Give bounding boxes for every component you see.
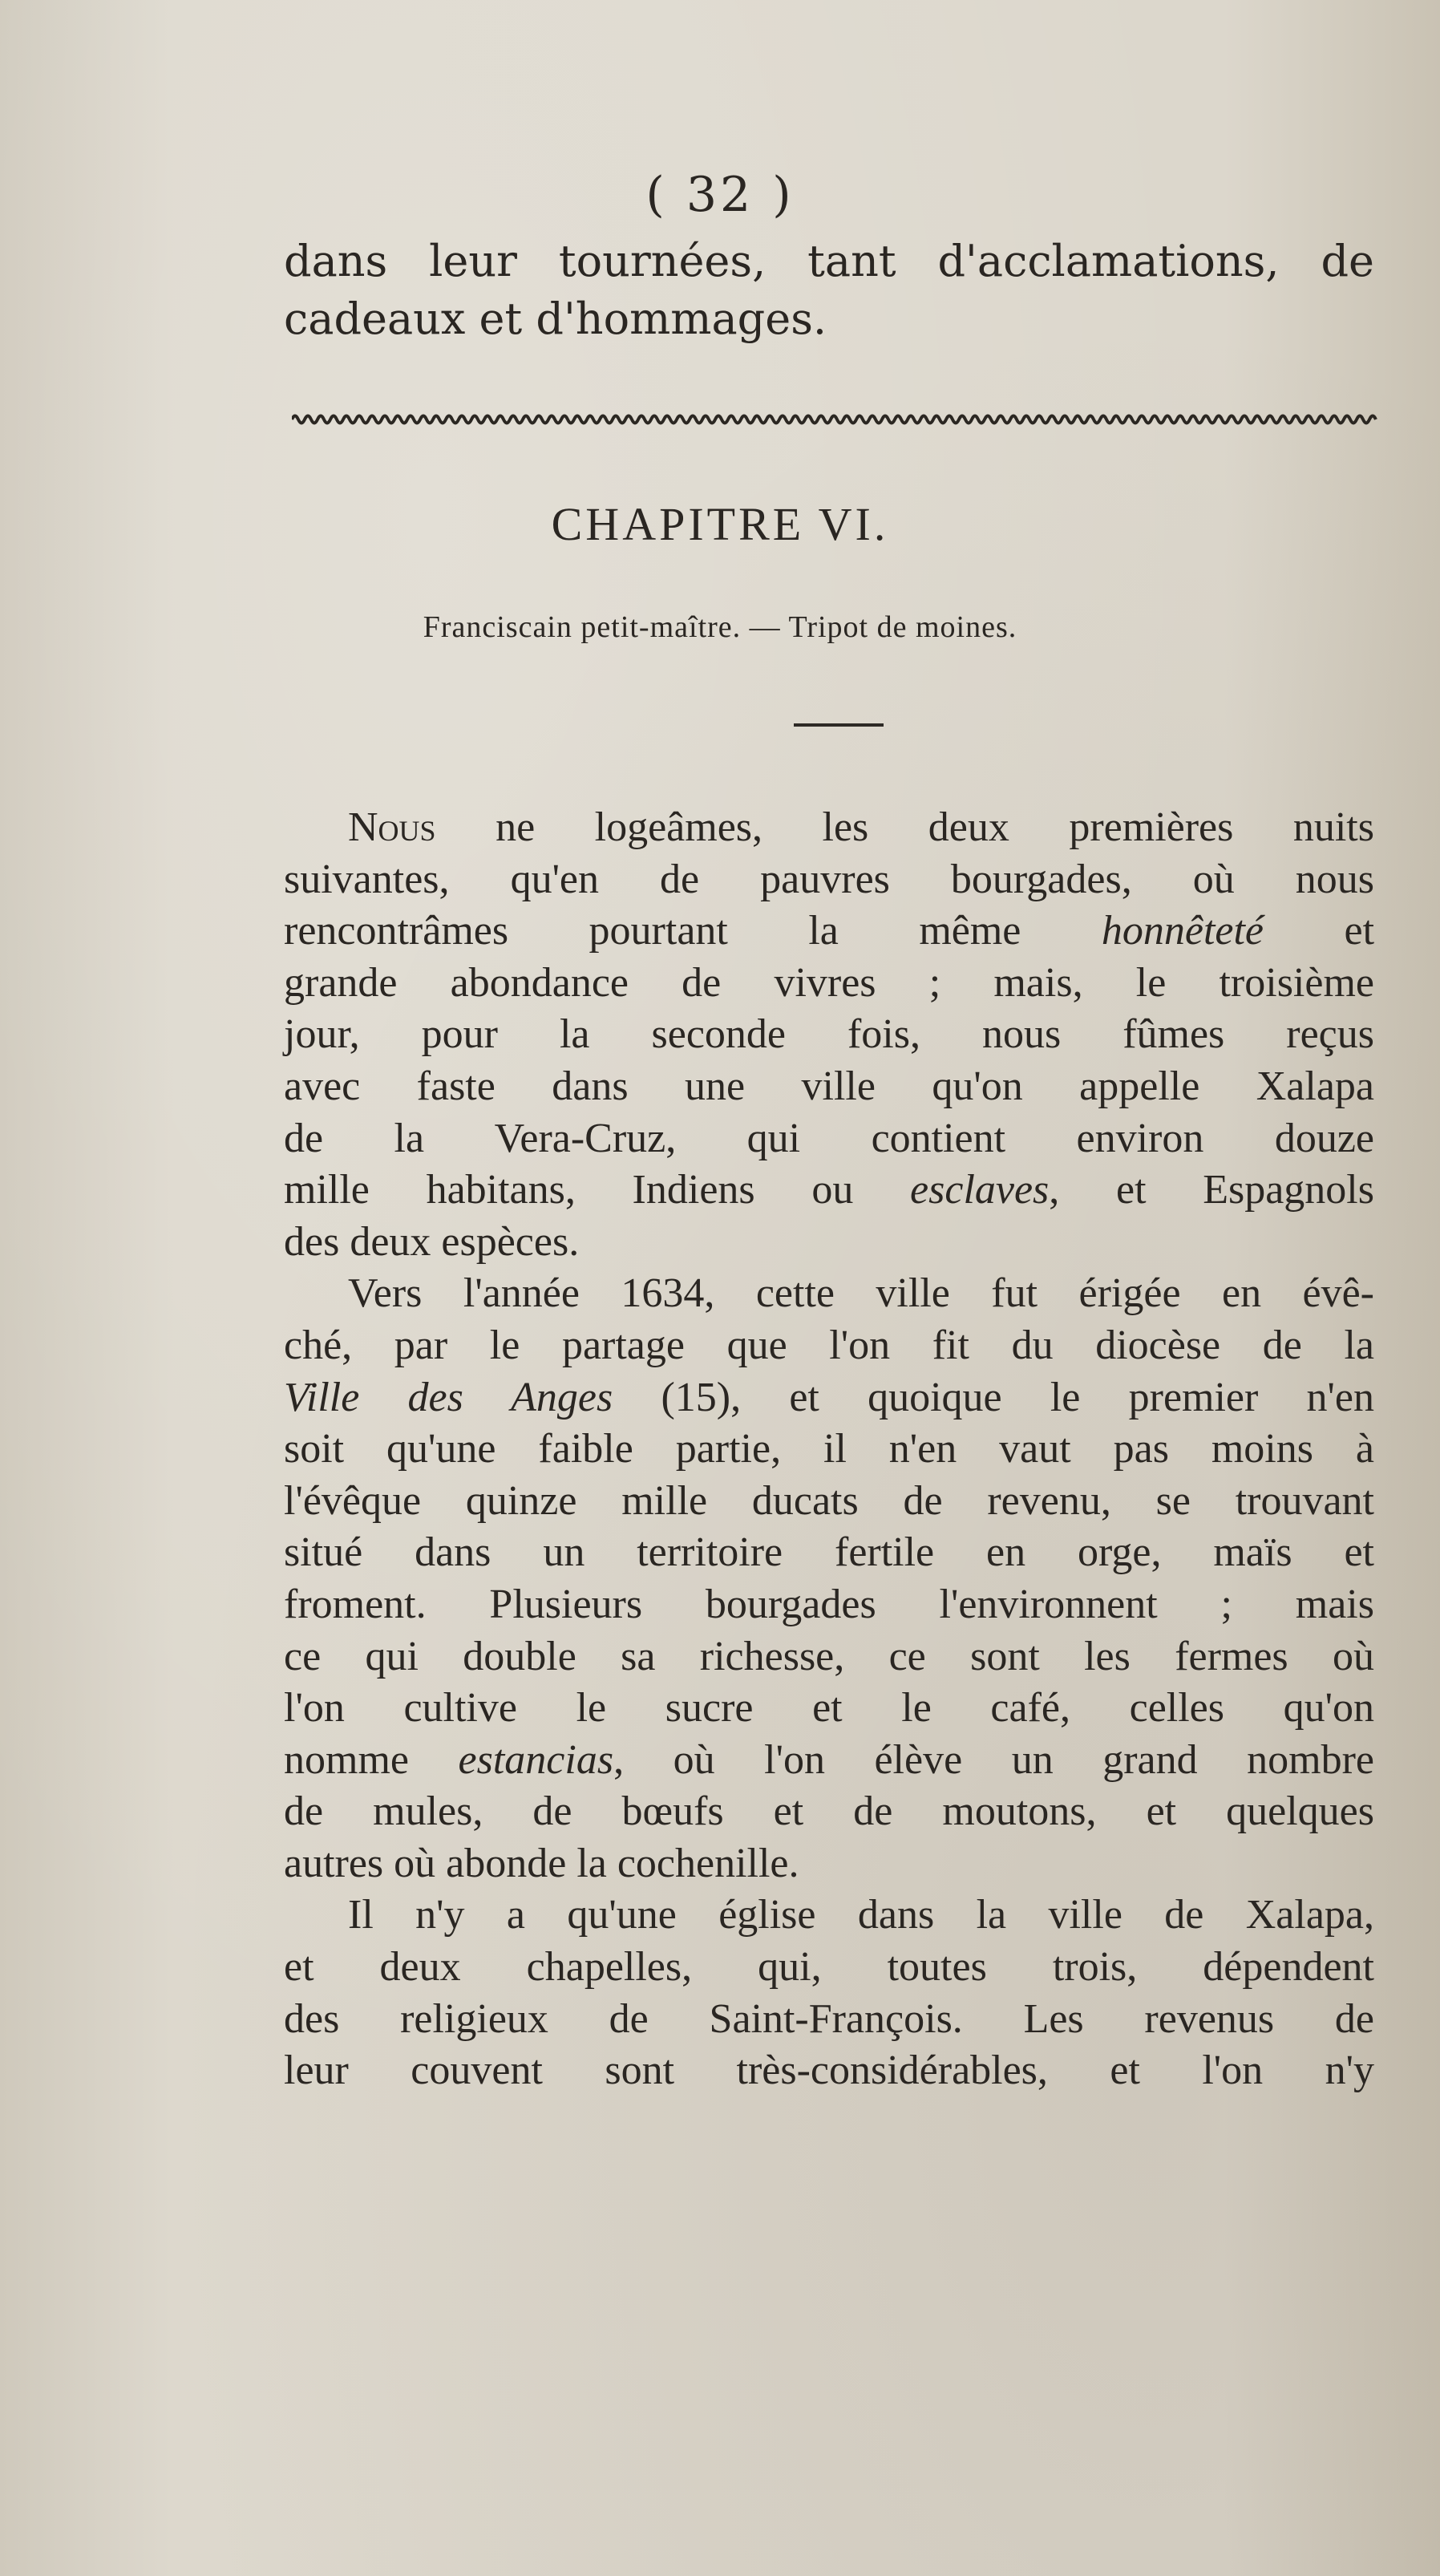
text-line: ce qui double sa richesse, ce sont les fermes où [284, 1633, 1374, 1679]
text-span: (15), et quoique le premier n'en [661, 1374, 1374, 1420]
text-line: Vers l'année 1634, cette ville fut érigée en évê- [348, 1270, 1374, 1317]
continuation-text [284, 233, 1374, 348]
text-line: suivantes, qu'en de pauvres bourgades, où nous [284, 856, 1374, 902]
page-number: ( 32 ) [645, 167, 795, 223]
text-line: situé dans un territoire fertile en orge, maïs et [284, 1529, 1374, 1576]
text-line: des religieux de Saint-François. Les revenus de [284, 1995, 1374, 2042]
text-span: , et Espagnols [1049, 1167, 1374, 1213]
chapter-body [284, 802, 1374, 2097]
italic-phrase: Ville des Anges [284, 1374, 613, 1420]
italic-word: estancias [458, 1736, 614, 1783]
text-span: nomme [284, 1736, 409, 1783]
text-line: ché, par le partage que l'on fit du diocèse de la [284, 1322, 1374, 1368]
italic-word: esclaves [910, 1167, 1050, 1213]
paragraph-2 [284, 1268, 1374, 1889]
ornamental-rule [292, 411, 1379, 428]
text-line: soit qu'une faible partie, il n'en vaut pas moins à [284, 1426, 1374, 1472]
text-line: de la Vera-Cruz, qui contient environ douze [284, 1115, 1374, 1161]
text-line: l'on cultive le sucre et le café, celles qu'on [284, 1685, 1374, 1732]
text-line: froment. Plusieurs bourgades l'environnent ; mais [284, 1581, 1374, 1627]
text-span: rencontrâmes pourtant la même [284, 908, 1021, 954]
text-line: jour, pour la seconde fois, nous fûmes reçus [284, 1011, 1374, 1058]
text-span: , où l'on élève un grand nombre [613, 1736, 1375, 1783]
text-line [284, 905, 1374, 958]
text-line: de mules, de bœufs et de moutons, et quelques [284, 1788, 1374, 1835]
paragraph-1 [284, 802, 1374, 1268]
text-span: mille habitans, Indiens ou [284, 1167, 854, 1213]
text-line: grande abondance de vivres ; mais, le troisième [284, 959, 1374, 1006]
italic-word: honnêteté [1101, 908, 1264, 954]
text-line: Il n'y a qu'une église dans la ville de Xalapa, [348, 1892, 1374, 1938]
lead-word: Nous [348, 804, 436, 850]
text-line: cadeaux et d'hommages. [284, 294, 827, 344]
text-line: dans leur tournées, tant d'acclamations, de [284, 236, 1374, 286]
text-line [284, 802, 1374, 854]
text-line: leur couvent sont très-considérables, et l'on n'y [284, 2047, 1374, 2094]
text-line [284, 1164, 1374, 1217]
chapter-title: CHAPITRE VI. [551, 498, 889, 550]
text-line: des deux espèces. [284, 1218, 580, 1265]
text-span: et [1344, 908, 1375, 954]
chapter-subtitle: Franciscain petit-maître. — Tripot de moines. [423, 610, 1017, 644]
separator-rule [794, 723, 884, 727]
text-line: l'évêque quinze mille ducats de revenu, se trouvant [284, 1477, 1374, 1524]
text-span: ne logeâmes, les deux premières nuits [496, 804, 1374, 850]
text-line [284, 1372, 1374, 1424]
paragraph-3 [284, 1889, 1374, 2096]
text-line [284, 1735, 1374, 1787]
text-line: avec faste dans une ville qu'on appelle Xalapa [284, 1063, 1374, 1109]
text-line: autres où abonde la cochenille. [284, 1840, 799, 1886]
text-line: et deux chapelles, qui, toutes trois, dépendent [284, 1944, 1374, 1991]
